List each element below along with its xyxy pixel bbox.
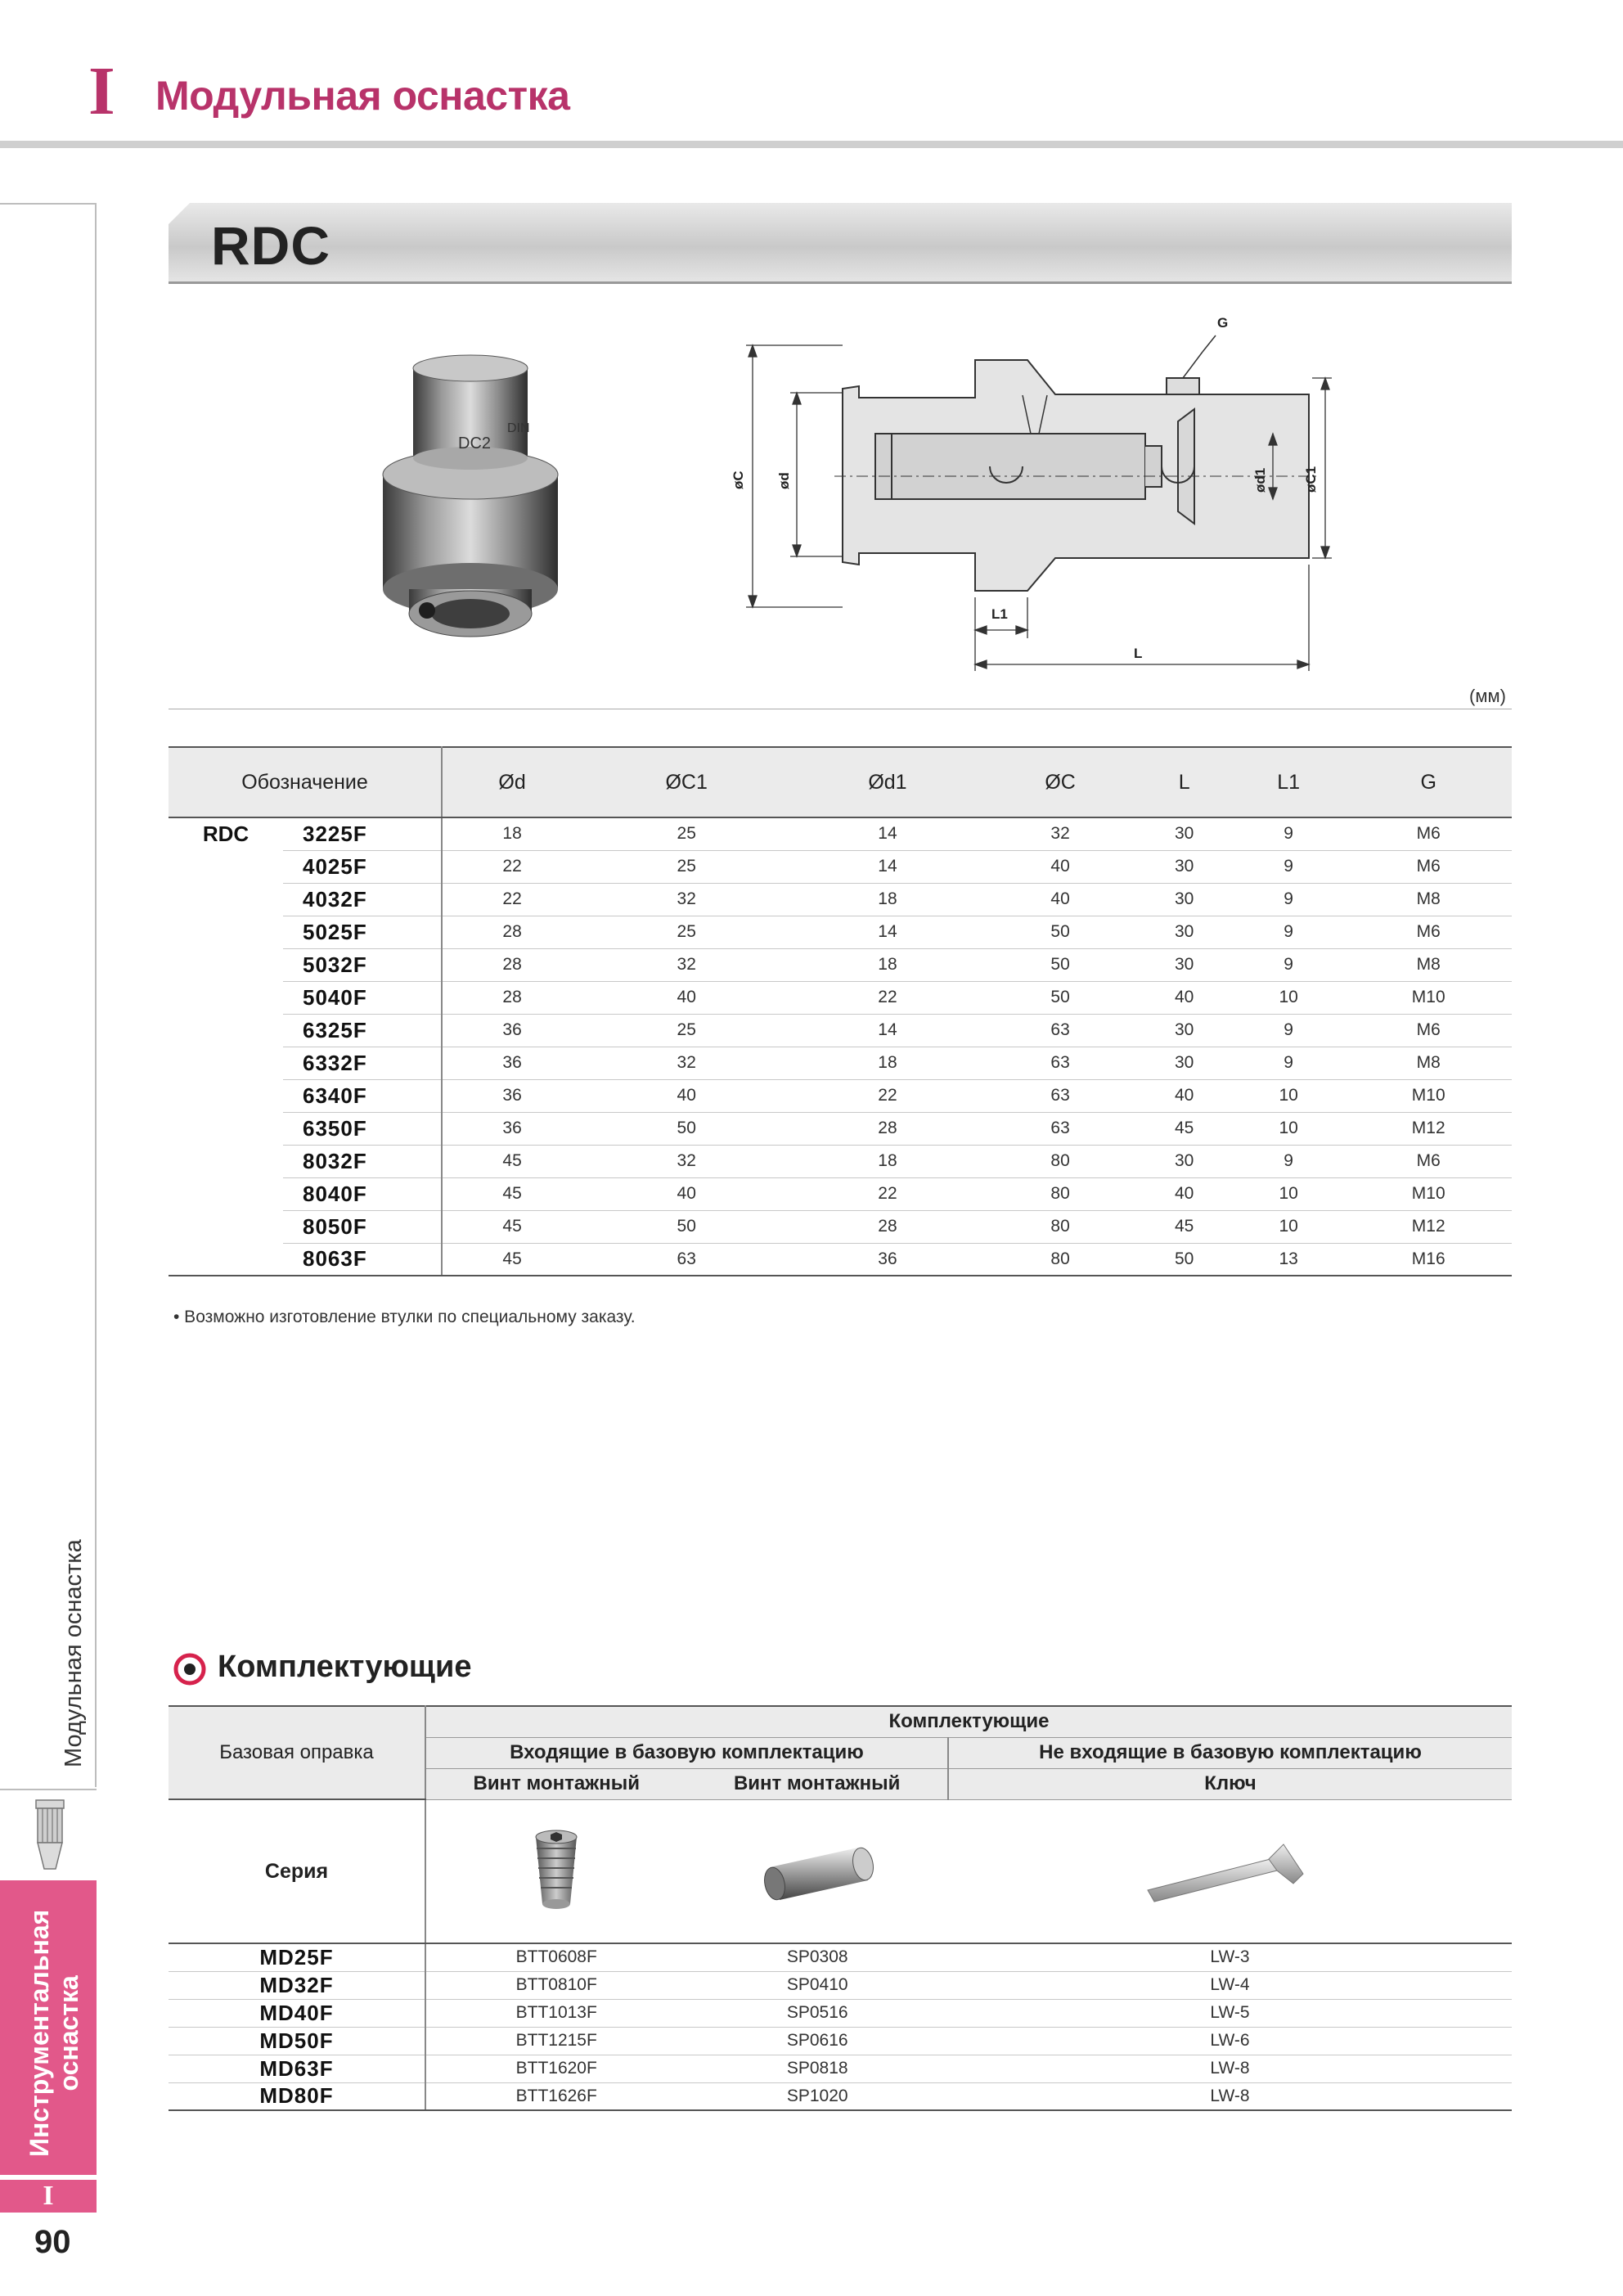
col-group-accessories: Комплектующие	[425, 1706, 1512, 1737]
cell-l1: 9	[1232, 1145, 1346, 1177]
cell-d1: 22	[791, 1177, 983, 1210]
spec-row	[169, 1145, 1512, 1177]
cell-l: 40	[1137, 1177, 1232, 1210]
cell-code: 6340F	[283, 1079, 442, 1112]
acc-cell-c3: LW-6	[948, 2027, 1512, 2055]
acc-cell-c3: LW-4	[948, 1971, 1512, 1999]
acc-cell-base: MD80F	[169, 2082, 425, 2110]
acc-row	[169, 1971, 1512, 1999]
cell-d: 45	[442, 1145, 582, 1177]
cell-c1: 40	[582, 981, 791, 1014]
section-letter: I	[88, 53, 115, 129]
dim-label-g: G	[1217, 315, 1229, 331]
accessories-title: Комплектующие	[218, 1650, 472, 1684]
acc-image-row	[169, 1799, 1512, 1943]
series-code: RDC	[202, 822, 250, 846]
cell-d: 45	[442, 1177, 582, 1210]
cell-l: 30	[1137, 916, 1232, 948]
product-title: RDC	[211, 215, 330, 276]
pin-image	[686, 1799, 947, 1943]
acc-row	[169, 1943, 1512, 1971]
cell-c: 80	[984, 1145, 1137, 1177]
cell-code: 6350F	[283, 1112, 442, 1145]
cell-c1: 40	[582, 1177, 791, 1210]
col-l: L	[1137, 747, 1232, 817]
col-designation: Обозначение	[169, 747, 442, 817]
acc-cell-base: MD25F	[169, 1943, 425, 1971]
spec-row	[169, 1079, 1512, 1112]
cell-d1: 22	[791, 1079, 983, 1112]
acc-cell-c2: SP0308	[686, 1943, 947, 1971]
cell-c: 80	[984, 1210, 1137, 1243]
spec-row	[169, 850, 1512, 883]
cell-g: M10	[1345, 1177, 1512, 1210]
cell-l1: 10	[1232, 1210, 1346, 1243]
series-code	[169, 1210, 283, 1243]
cell-l1: 10	[1232, 1079, 1346, 1112]
spec-header-row	[169, 747, 1512, 817]
series-code	[169, 916, 283, 948]
rail-top-line	[0, 203, 97, 205]
cell-c: 50	[984, 916, 1137, 948]
cell-d1: 18	[791, 1047, 983, 1079]
acc-cell-c1: BTT1215F	[425, 2027, 686, 2055]
dim-label-od1: ød1	[1252, 467, 1268, 493]
acc-cell-c2: SP1020	[686, 2082, 947, 2110]
collet-icon	[29, 1795, 70, 1874]
cell-l: 40	[1137, 1079, 1232, 1112]
acc-cell-c2: SP0616	[686, 2027, 947, 2055]
cell-l: 30	[1137, 817, 1232, 850]
special-order-note: • Возможно изготовление втулки по специальному заказу.	[173, 1308, 636, 1326]
cell-l: 30	[1137, 883, 1232, 916]
cell-g: M6	[1345, 850, 1512, 883]
cell-l: 30	[1137, 1014, 1232, 1047]
acc-header-row-1	[169, 1706, 1512, 1737]
rail-category-label: Инструментальная оснастка	[25, 1909, 83, 2157]
cell-c1: 25	[582, 817, 791, 850]
col-group-not-included: Не входящие в базовую комплектацию	[948, 1737, 1512, 1768]
series-code	[169, 1079, 283, 1112]
cell-l1: 10	[1232, 981, 1346, 1014]
cell-c1: 25	[582, 850, 791, 883]
acc-cell-c1: BTT0810F	[425, 1971, 686, 1999]
cell-g: M10	[1345, 1079, 1512, 1112]
cell-l: 40	[1137, 981, 1232, 1014]
col-l1: L1	[1232, 747, 1346, 817]
page-number: 90	[34, 2224, 71, 2260]
cell-code: 4032F	[283, 883, 442, 916]
col-group-included: Входящие в базовую комплектацию	[425, 1737, 948, 1768]
cell-d: 36	[442, 1014, 582, 1047]
accessories-table	[169, 1705, 1512, 2111]
spec-row	[169, 1047, 1512, 1079]
cell-d: 36	[442, 1079, 582, 1112]
series-code	[169, 1145, 283, 1177]
spec-row	[169, 1210, 1512, 1243]
series-code	[169, 1177, 283, 1210]
rail-separator	[0, 1789, 97, 1790]
acc-row	[169, 1999, 1512, 2027]
cell-g: M6	[1345, 1145, 1512, 1177]
pin-icon	[752, 1835, 883, 1908]
dim-label-od: ød	[776, 472, 792, 489]
cell-d: 18	[442, 817, 582, 850]
cell-g: M8	[1345, 1047, 1512, 1079]
cell-d1: 22	[791, 981, 983, 1014]
cell-code: 3225F	[283, 817, 442, 850]
cell-g: M8	[1345, 948, 1512, 981]
cell-l1: 9	[1232, 948, 1346, 981]
col-base-holder: Базовая оправка	[169, 1706, 425, 1799]
cell-c: 80	[984, 1243, 1137, 1276]
acc-cell-base: MD50F	[169, 2027, 425, 2055]
acc-cell-base: MD63F	[169, 2055, 425, 2082]
acc-cell-c3: LW-8	[948, 2055, 1512, 2082]
cell-d: 45	[442, 1243, 582, 1276]
cell-code: 8050F	[283, 1210, 442, 1243]
cell-g: M6	[1345, 817, 1512, 850]
col-mount-screw-1: Винт монтажный	[425, 1768, 686, 1799]
cell-l: 50	[1137, 1243, 1232, 1276]
page-title: Модульная оснастка	[155, 73, 570, 119]
cell-d1: 14	[791, 817, 983, 850]
acc-row	[169, 2027, 1512, 2055]
acc-cell-c1: BTT1013F	[425, 1999, 686, 2027]
spec-row	[169, 948, 1512, 981]
acc-cell-c3: LW-8	[948, 2082, 1512, 2110]
cell-d1: 28	[791, 1112, 983, 1145]
acc-row	[169, 2082, 1512, 2110]
cell-c: 40	[984, 850, 1137, 883]
spec-row	[169, 817, 1512, 850]
cell-c1: 50	[582, 1112, 791, 1145]
series-code	[169, 883, 283, 916]
rail-section-label: Модульная оснастка	[61, 1539, 87, 1767]
cell-l: 30	[1137, 1047, 1232, 1079]
dim-label-oc1: øC1	[1303, 466, 1319, 493]
acc-cell-c3: LW-5	[948, 1999, 1512, 2027]
dim-label-oc: øC	[731, 470, 746, 489]
cell-g: M6	[1345, 916, 1512, 948]
spec-row	[169, 981, 1512, 1014]
cell-c1: 63	[582, 1243, 791, 1276]
acc-row	[169, 2055, 1512, 2082]
col-d1: Ød1	[791, 747, 983, 817]
cell-c1: 32	[582, 1145, 791, 1177]
cell-code: 8063F	[283, 1243, 442, 1276]
cell-d1: 18	[791, 883, 983, 916]
acc-cell-c1: BTT1620F	[425, 2055, 686, 2082]
acc-cell-c2: SP0410	[686, 1971, 947, 1999]
cell-c: 50	[984, 981, 1137, 1014]
spec-row	[169, 1014, 1512, 1047]
cell-c: 63	[984, 1014, 1137, 1047]
cell-code: 5032F	[283, 948, 442, 981]
cell-code: 5025F	[283, 916, 442, 948]
acc-cell-c2: SP0516	[686, 1999, 947, 2027]
col-d: Ød	[442, 747, 582, 817]
col-g: G	[1345, 747, 1512, 817]
cell-d: 22	[442, 883, 582, 916]
header-divider	[0, 141, 1623, 148]
cell-d1: 14	[791, 850, 983, 883]
series-code	[169, 948, 283, 981]
series-code	[169, 981, 283, 1014]
product-title-rule	[169, 281, 1512, 284]
cell-l1: 9	[1232, 850, 1346, 883]
cell-l1: 10	[1232, 1177, 1346, 1210]
cell-d1: 28	[791, 1210, 983, 1243]
cell-c1: 25	[582, 1014, 791, 1047]
product-title-bar	[169, 203, 1512, 283]
cell-c: 40	[984, 883, 1137, 916]
cell-c1: 32	[582, 948, 791, 981]
cell-d1: 14	[791, 916, 983, 948]
series-code	[169, 850, 283, 883]
cell-d: 36	[442, 1047, 582, 1079]
cell-d: 45	[442, 1210, 582, 1243]
acc-cell-base: MD32F	[169, 1971, 425, 1999]
cell-l1: 9	[1232, 1014, 1346, 1047]
spec-row	[169, 1177, 1512, 1210]
cell-l1: 9	[1232, 817, 1346, 850]
cell-c: 80	[984, 1177, 1137, 1210]
cell-d: 36	[442, 1112, 582, 1145]
cell-g: M8	[1345, 883, 1512, 916]
cell-l1: 9	[1232, 916, 1346, 948]
cell-c1: 50	[582, 1210, 791, 1243]
spec-row	[169, 1243, 1512, 1276]
cell-l: 45	[1137, 1210, 1232, 1243]
spec-row	[169, 916, 1512, 948]
cell-code: 4025F	[283, 850, 442, 883]
cell-d1: 18	[791, 1145, 983, 1177]
photo-brand-mark: DIN	[507, 421, 530, 435]
set-screw-icon	[519, 1822, 593, 1920]
series-code	[169, 1014, 283, 1047]
cell-d1: 36	[791, 1243, 983, 1276]
cell-c1: 25	[582, 916, 791, 948]
spec-table	[169, 746, 1512, 1276]
cell-code: 8032F	[283, 1145, 442, 1177]
product-photo	[360, 344, 581, 655]
cell-g: M6	[1345, 1014, 1512, 1047]
spec-row	[169, 883, 1512, 916]
hex-key-icon	[1140, 1826, 1320, 1916]
cell-c: 50	[984, 948, 1137, 981]
cell-d: 22	[442, 850, 582, 883]
cell-l1: 13	[1232, 1243, 1346, 1276]
cell-l: 30	[1137, 948, 1232, 981]
dim-label-l: L	[1134, 646, 1143, 661]
acc-cell-c1: BTT1626F	[425, 2082, 686, 2110]
acc-cell-base: MD40F	[169, 1999, 425, 2027]
units-label: (мм)	[1469, 686, 1506, 706]
technical-drawing	[720, 303, 1342, 679]
series-code	[169, 1243, 283, 1276]
cell-code: 8040F	[283, 1177, 442, 1210]
cell-d: 28	[442, 948, 582, 981]
cell-c1: 32	[582, 883, 791, 916]
cell-l1: 9	[1232, 883, 1346, 916]
cell-d1: 18	[791, 948, 983, 981]
cell-c: 32	[984, 817, 1137, 850]
screw-image	[425, 1799, 686, 1943]
cell-g: M12	[1345, 1210, 1512, 1243]
cell-g: M16	[1345, 1243, 1512, 1276]
cell-code: 5040F	[283, 981, 442, 1014]
acc-cell-c3: LW-3	[948, 1943, 1512, 1971]
cell-c: 63	[984, 1047, 1137, 1079]
cell-l: 30	[1137, 850, 1232, 883]
rail-vertical-line	[95, 203, 97, 1787]
cell-l1: 10	[1232, 1112, 1346, 1145]
cell-d1: 14	[791, 1014, 983, 1047]
rail-roman-numeral: I	[0, 2180, 97, 2213]
target-bullet-icon	[173, 1653, 206, 1686]
cell-l: 30	[1137, 1145, 1232, 1177]
photo-code-mark: DC2	[458, 434, 492, 452]
cell-c: 63	[984, 1079, 1137, 1112]
col-mount-screw-2: Винт монтажный	[686, 1768, 947, 1799]
acc-cell-c1: BTT0608F	[425, 1943, 686, 1971]
cell-g: M12	[1345, 1112, 1512, 1145]
series-code	[169, 1047, 283, 1079]
cell-c1: 40	[582, 1079, 791, 1112]
acc-cell-c2: SP0818	[686, 2055, 947, 2082]
cell-g: M10	[1345, 981, 1512, 1014]
spec-row	[169, 1112, 1512, 1145]
cell-code: 6325F	[283, 1014, 442, 1047]
cell-l: 45	[1137, 1112, 1232, 1145]
dim-label-l1: L1	[991, 606, 1008, 622]
cell-l1: 9	[1232, 1047, 1346, 1079]
cell-code: 6332F	[283, 1047, 442, 1079]
col-c1: ØC1	[582, 747, 791, 817]
cell-c: 63	[984, 1112, 1137, 1145]
series-code	[169, 1112, 283, 1145]
cell-d: 28	[442, 981, 582, 1014]
series-label: Серия	[169, 1799, 425, 1943]
hex-key-image	[948, 1799, 1512, 1943]
cell-d: 28	[442, 916, 582, 948]
col-key: Ключ	[948, 1768, 1512, 1799]
col-c: ØC	[984, 747, 1137, 817]
cell-c1: 32	[582, 1047, 791, 1079]
